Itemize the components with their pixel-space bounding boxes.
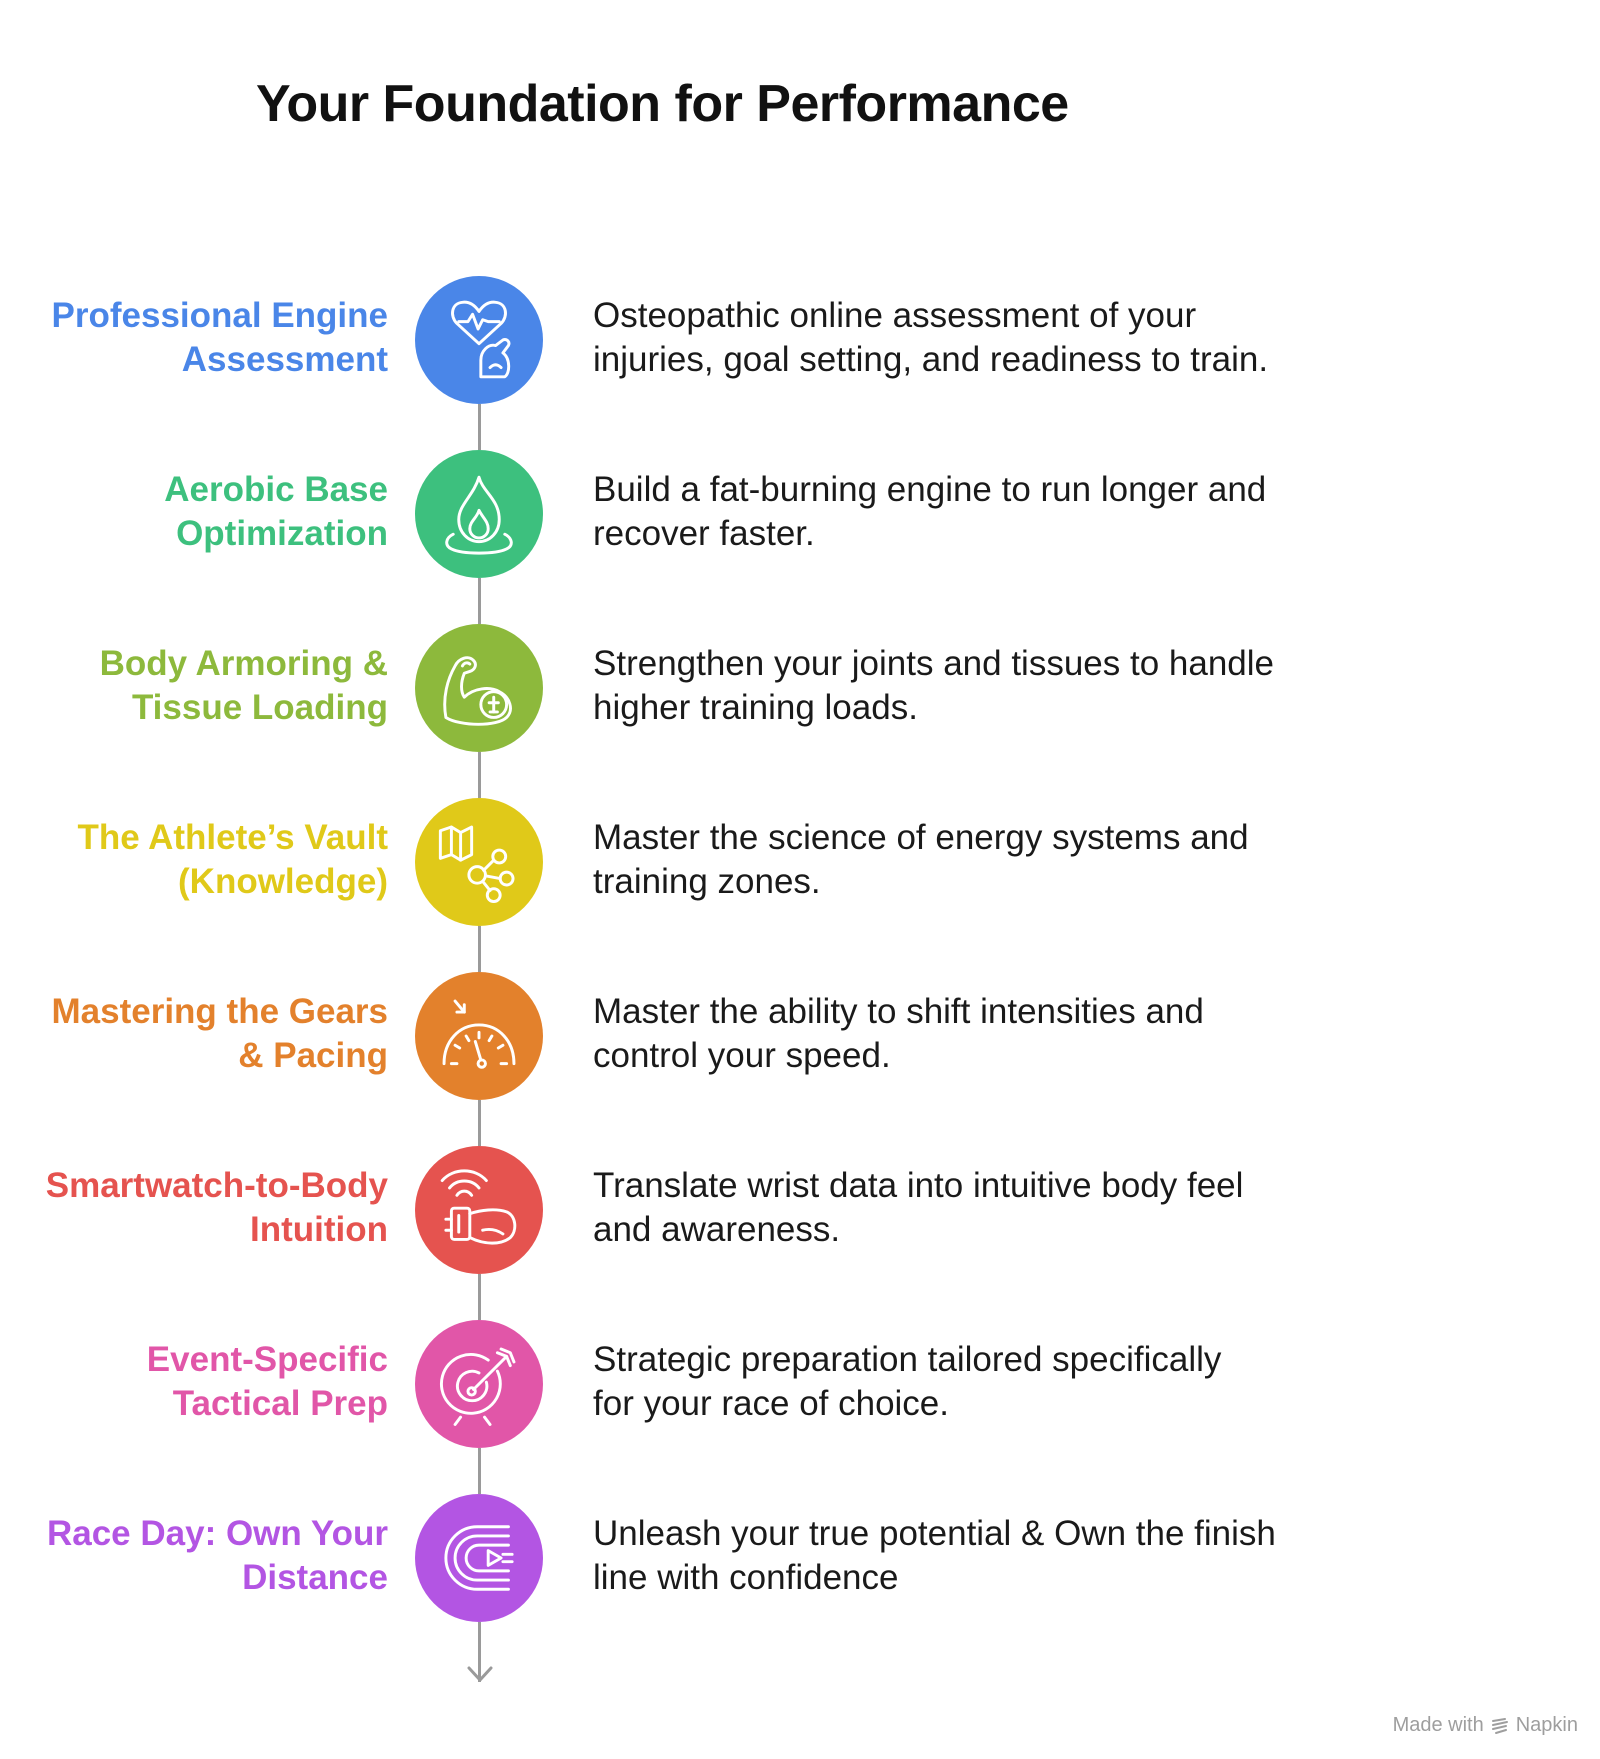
- step-label-line: Professional Engine: [51, 296, 388, 335]
- flame-icon: [433, 468, 525, 560]
- step-label-line: & Pacing: [238, 1036, 388, 1075]
- page-title: Your Foundation for Performance: [256, 75, 1069, 133]
- step-icon-circle: [415, 1146, 543, 1274]
- step-label-line: (Knowledge): [178, 862, 388, 901]
- step-icon-circle: [415, 624, 543, 752]
- down-arrow-icon: [465, 1658, 495, 1686]
- made-with-text: Made with: [1392, 1714, 1484, 1736]
- step-description-line: Strategic preparation tailored specifically: [593, 1340, 1222, 1379]
- step-label-line: Smartwatch-to-Body: [45, 1166, 388, 1205]
- step-label: [20, 816, 388, 904]
- connector-line: [478, 926, 481, 972]
- step-icon-circle: [415, 972, 543, 1100]
- step-description: [593, 1338, 1353, 1426]
- step-label-line: Distance: [242, 1558, 388, 1597]
- step-description-line: Master the ability to shift intensities and: [593, 992, 1204, 1031]
- smartwatch-wrist-icon: [433, 1164, 525, 1256]
- step-icon-circle: [415, 276, 543, 404]
- step-label: [20, 468, 388, 556]
- step-description-line: training zones.: [593, 862, 821, 901]
- connector-line: [478, 1274, 481, 1320]
- step-description: [593, 816, 1353, 904]
- speedometer-icon: [433, 990, 525, 1082]
- step-label-line: Optimization: [176, 514, 388, 553]
- step-label: [20, 1338, 388, 1426]
- step-description-line: recover faster.: [593, 514, 815, 553]
- step-description-line: Master the science of energy systems and: [593, 818, 1249, 857]
- step-label-line: Event-Specific: [146, 1340, 388, 1379]
- step-description: [593, 642, 1353, 730]
- step-label-line: Tactical Prep: [172, 1384, 388, 1423]
- book-network-icon: [433, 816, 525, 908]
- step-label: [20, 1512, 388, 1600]
- step-label-line: Mastering the Gears: [51, 992, 388, 1031]
- heart-muscle-icon: [433, 294, 525, 386]
- step-description-line: Build a fat-burning engine to run longer and: [593, 470, 1267, 509]
- step-label-line: The Athlete’s Vault: [77, 818, 388, 857]
- step-label-line: Race Day: Own Your: [46, 1514, 388, 1553]
- connector-line: [478, 752, 481, 798]
- step-description: [593, 1164, 1353, 1252]
- step-description: [593, 1512, 1353, 1600]
- step-description-line: Strengthen your joints and tissues to handle: [593, 644, 1274, 683]
- step-description-line: Unleash your true potential & Own the finish: [593, 1514, 1276, 1553]
- step-description-line: and awareness.: [593, 1210, 841, 1249]
- target-arrow-icon: [433, 1338, 525, 1430]
- connector-line: [478, 1100, 481, 1146]
- flexed-arm-icon: [433, 642, 525, 734]
- step-description-line: injuries, goal setting, and readiness to train.: [593, 340, 1269, 379]
- step-label-line: Intuition: [249, 1210, 388, 1249]
- step-description: [593, 468, 1353, 556]
- napkin-logo-icon: [1490, 1716, 1510, 1736]
- step-description: [593, 294, 1353, 382]
- connector-line: [478, 404, 481, 450]
- step-label: [20, 642, 388, 730]
- step-icon-circle: [415, 1494, 543, 1622]
- step-icon-circle: [415, 1320, 543, 1448]
- step-description-line: Osteopathic online assessment of your: [593, 296, 1197, 335]
- step-label-line: Aerobic Base: [164, 470, 388, 509]
- step-icon-circle: [415, 798, 543, 926]
- step-label: [20, 294, 388, 382]
- step-description-line: higher training loads.: [593, 688, 918, 727]
- step-description-line: for your race of choice.: [593, 1384, 949, 1423]
- step-label-line: Assessment: [181, 340, 388, 379]
- step-label-line: Body Armoring &: [99, 644, 388, 683]
- step-label: [20, 990, 388, 1078]
- running-track-icon: [433, 1512, 525, 1604]
- step-label: [20, 1164, 388, 1252]
- made-with-napkin-badge: [1393, 1714, 1578, 1737]
- step-description-line: Translate wrist data into intuitive body feel: [593, 1166, 1244, 1205]
- step-label-line: Tissue Loading: [131, 688, 388, 727]
- step-description: [593, 990, 1353, 1078]
- napkin-brand-text: Napkin: [1515, 1714, 1578, 1736]
- connector-line: [478, 1448, 481, 1494]
- connector-line: [478, 578, 481, 624]
- step-icon-circle: [415, 450, 543, 578]
- step-description-line: control your speed.: [593, 1036, 891, 1075]
- step-description-line: line with confidence: [593, 1558, 899, 1597]
